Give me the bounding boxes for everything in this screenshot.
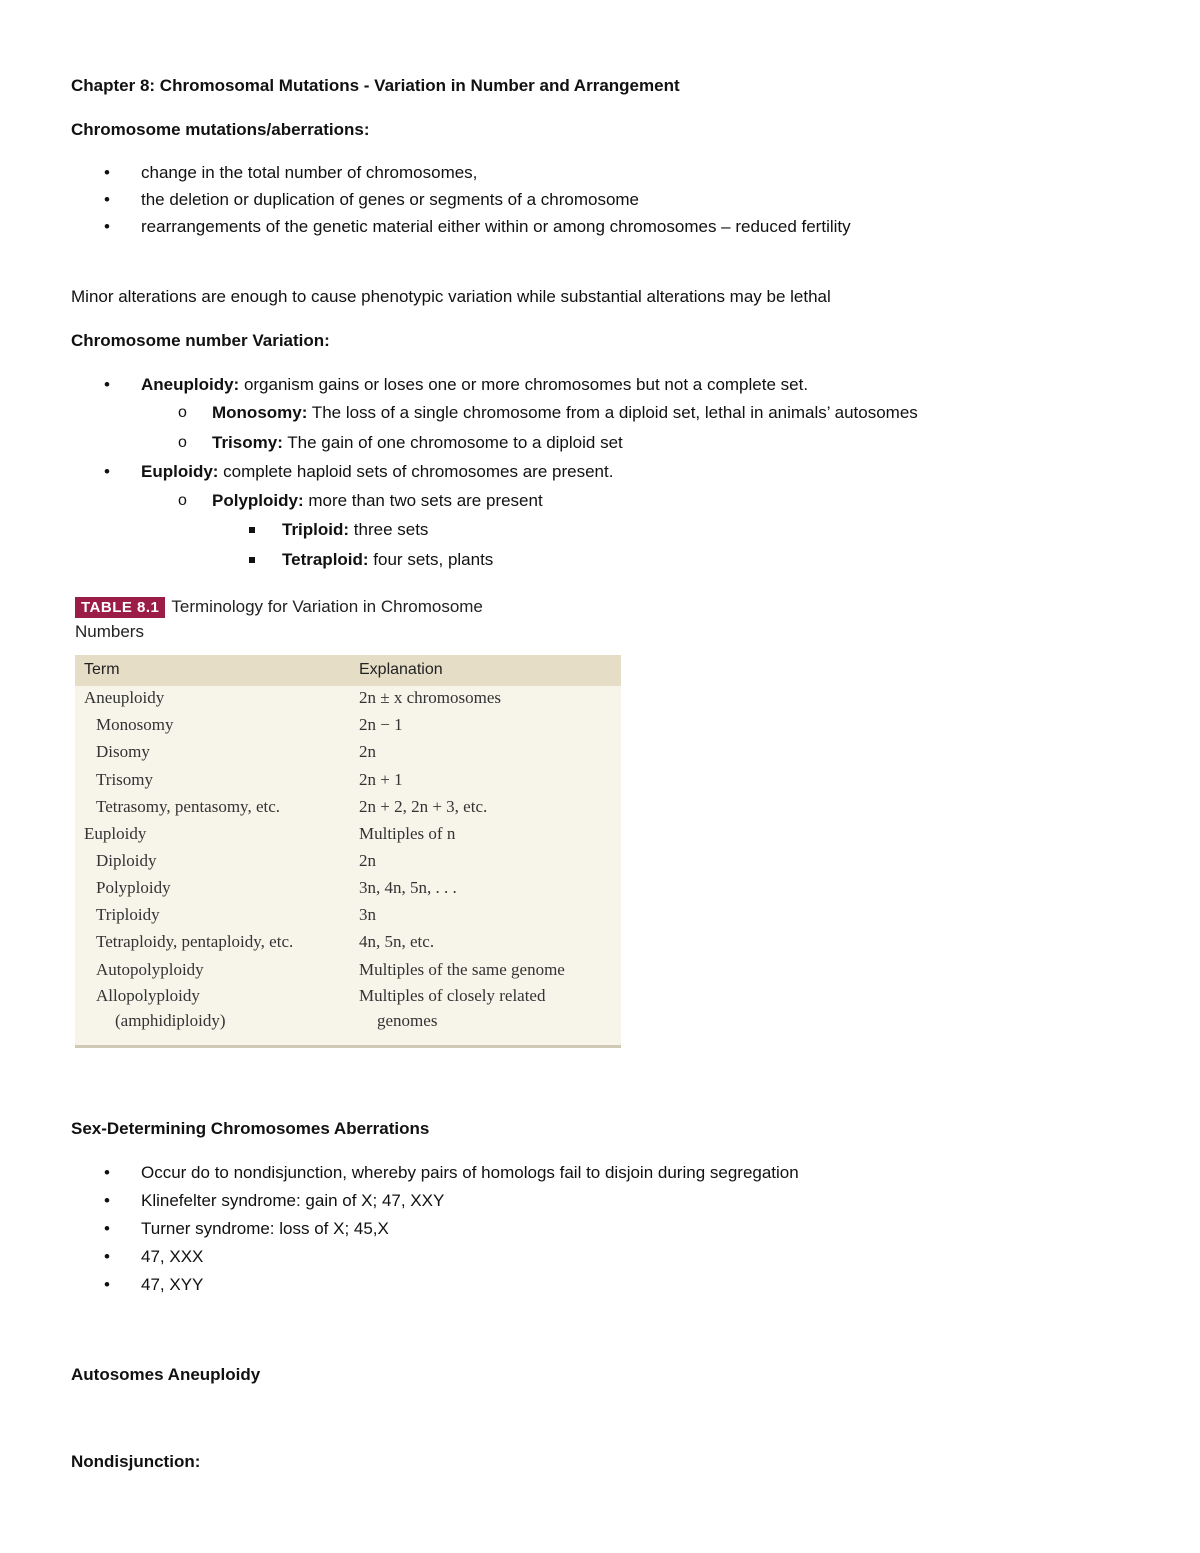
list-item: 47, XXX: [141, 1247, 204, 1266]
square-bullet-icon: [249, 557, 255, 563]
page-title: Chapter 8: Chromosomal Mutations - Variation in Number and Arrangement: [71, 76, 680, 95]
table-cell-term: (amphidiploidy): [115, 1011, 226, 1030]
table-cell-term: Tetrasomy, pentasomy, etc.: [96, 797, 281, 816]
table-title: Terminology for Variation in Chromosome: [171, 597, 483, 616]
table-cell-explanation: 2n + 1: [359, 770, 403, 789]
table-cell-term: Diploidy: [96, 851, 157, 870]
table-cell-term: Aneuploidy: [84, 688, 165, 707]
list-item: Occur do to nondisjunction, whereby pairs of homologs fail to disjoin during segregation: [141, 1163, 799, 1182]
table-cell-term: Monosomy: [96, 715, 174, 734]
list-item: the deletion or duplication of genes or segments of a chromosome: [141, 190, 640, 209]
bullet-icon: •: [104, 1191, 110, 1210]
list-item-trisomy: Trisomy: The gain of one chromosome to a diploid set: [212, 433, 623, 452]
list-item-aneuploidy: Aneuploidy: organism gains or loses one or more chromosomes but not a complete set.: [141, 375, 809, 394]
bullet-icon: •: [104, 1219, 110, 1238]
table-header: [75, 655, 621, 686]
circle-bullet-icon: o: [178, 492, 187, 509]
list-item: rearrangements of the genetic material either within or among chromosomes – reduced fertility: [141, 217, 851, 236]
list-item: Klinefelter syndrome: gain of X; 47, XXY: [141, 1191, 445, 1210]
bullet-icon: •: [104, 217, 110, 236]
circle-bullet-icon: o: [178, 434, 187, 451]
table-title-continued: Numbers: [75, 622, 144, 641]
section-heading-sex-chromosomes: Sex-Determining Chromosomes Aberrations: [71, 1119, 430, 1138]
table-cell-explanation: 2n: [359, 851, 376, 870]
section-heading-nondisjunction: Nondisjunction:: [71, 1452, 201, 1471]
table-cell-explanation: 2n + 2, 2n + 3, etc.: [359, 797, 488, 816]
table-cell-explanation: Multiples of closely related: [359, 986, 546, 1005]
circle-bullet-icon: o: [178, 404, 187, 421]
column-header-explanation: Explanation: [359, 661, 443, 678]
table-cell-term: Euploidy: [84, 824, 147, 843]
table-cell-explanation: 4n, 5n, etc.: [359, 932, 435, 951]
bullet-icon: •: [104, 462, 110, 481]
list-item: 47, XYY: [141, 1275, 204, 1294]
table-cell-explanation: Multiples of n: [359, 824, 456, 843]
table-badge: TABLE 8.1: [75, 597, 165, 618]
table-cell-term: Autopolyploidy: [96, 960, 204, 979]
list-item: change in the total number of chromosomes,: [141, 163, 478, 182]
list-item: Turner syndrome: loss of X; 45,X: [141, 1219, 389, 1238]
section-heading-mutations: Chromosome mutations/aberrations:: [71, 120, 370, 139]
bullet-icon: •: [104, 375, 110, 394]
terminology-table: [75, 655, 621, 1048]
table-cell-explanation: 3n, 4n, 5n, . . .: [359, 878, 457, 897]
table-cell-term: Triploidy: [96, 905, 160, 924]
column-header-term: Term: [84, 661, 120, 678]
table-cell-term: Tetraploidy, pentaploidy, etc.: [96, 932, 294, 951]
bullet-icon: •: [104, 1247, 110, 1266]
table-cell-explanation: 3n: [359, 905, 376, 924]
table-caption: [75, 597, 635, 618]
bullet-icon: •: [104, 163, 110, 182]
list-item-tetraploid: Tetraploid: four sets, plants: [282, 550, 494, 569]
table-cell-explanation: 2n ± x chromosomes: [359, 688, 502, 707]
minor-alterations-note: Minor alterations are enough to cause phenotypic variation while substantial alterations may be lethal: [71, 287, 831, 306]
section-heading-autosomes: Autosomes Aneuploidy: [71, 1365, 261, 1384]
square-bullet-icon: [249, 527, 255, 533]
table-cell-term: Trisomy: [96, 770, 154, 789]
list-item-polyploidy: Polyploidy: more than two sets are present: [212, 491, 543, 510]
section-heading-number-variation: Chromosome number Variation:: [71, 331, 330, 350]
table-cell-explanation: 2n: [359, 742, 376, 761]
table-cell-term: Disomy: [96, 742, 150, 761]
list-item-euploidy: Euploidy: complete haploid sets of chromosomes are present.: [141, 462, 614, 481]
table-cell-explanation: 2n − 1: [359, 715, 403, 734]
table-cell-term: Allopolyploidy: [96, 986, 200, 1005]
table-cell-explanation: Multiples of the same genome: [359, 960, 565, 979]
bullet-icon: •: [104, 1163, 110, 1182]
table-cell-term: Polyploidy: [96, 878, 171, 897]
list-item-triploid: Triploid: three sets: [282, 520, 429, 539]
bullet-icon: •: [104, 190, 110, 209]
list-item-monosomy: Monosomy: The loss of a single chromosome from a diploid set, lethal in animals’ autosomes: [212, 403, 918, 422]
table-cell-explanation: genomes: [377, 1011, 438, 1030]
bullet-icon: •: [104, 1275, 110, 1294]
